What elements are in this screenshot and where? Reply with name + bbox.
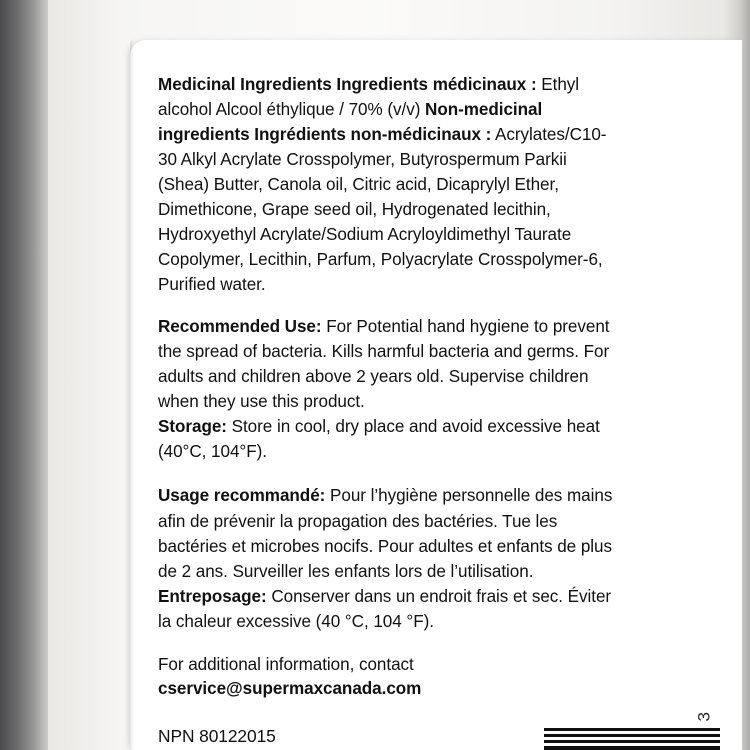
storage-heading: Storage: <box>158 417 227 437</box>
barcode-line <box>544 728 720 731</box>
side-print-number: 3 <box>694 712 713 722</box>
barcode-line <box>544 740 720 743</box>
recommended-use-paragraph <box>158 314 613 414</box>
barcode-line <box>544 734 720 737</box>
storage-fr-heading: Entreposage: <box>158 586 267 606</box>
npn-number: NPN 80122015 <box>158 726 276 746</box>
contact-email[interactable]: cservice@supermaxcanada.com <box>158 678 422 698</box>
storage-fr-text: Conserver dans un endroit frais et sec. Éviter la chaleur excessive (40 °C, 104 °F). <box>158 586 612 631</box>
bottle-left-edge <box>0 0 48 750</box>
recommended-use-heading: Recommended Use: <box>158 317 322 337</box>
recommended-use-text: For Potential hand hygiene to prevent the spread of bacteria. Kills harmful bacteria and germs. For adults and children above 2 years old. Supervise children when they use this product. <box>158 317 610 412</box>
storage-text: Store in cool, dry place and avoid excessive heat (40°C, 104°F). <box>158 417 600 462</box>
product-label <box>130 40 742 750</box>
medicinal-ingredients-text: Ethyl alcohol Alcool éthylique / 70% (v/v) <box>158 75 580 120</box>
medicinal-ingredients-heading: Medicinal Ingredients Ingredients médicinaux : <box>158 75 537 94</box>
usage-fr-text: Pour l’hygiène personnelle des mains afin de prévenir la propagation des bactéries. Tue les bactéries et microbes nocifs. Pour adultes et enfants de plus de 2 ans. Surveiller les enfants lors de l’utilisation. <box>158 486 613 581</box>
storage-fr-paragraph <box>158 584 613 634</box>
contact-line: For additional information, contact <box>158 654 414 674</box>
usage-fr-paragraph <box>158 483 613 583</box>
barcode <box>544 720 720 750</box>
usage-fr-heading: Usage recommandé: <box>158 486 326 506</box>
barcode-line <box>544 746 720 750</box>
non-medicinal-ingredients-heading: Non-medicinal ingredients Ingrédients non-médicinaux : <box>158 100 543 145</box>
contact-paragraph <box>158 653 613 702</box>
non-medicinal-ingredients-text: Acrylates/C10-30 Alkyl Acrylate Crosspolymer, Butyrospermum Parkii (Shea) Butter, Canola oil, Citric acid, Dicaprylyl Ether, Dimethicone, Grape seed oil, Hydrogenated lecithin, Hydroxyethyl Acrylate/Sodium Acryloyldimethyl Taurate Copolymer, Lecithin, Parfum, Polyacrylate Crosspolymer-6, Purified water. <box>158 125 607 295</box>
storage-paragraph <box>158 414 613 464</box>
ingredients-paragraph <box>158 72 613 297</box>
label-text-block <box>158 72 613 701</box>
